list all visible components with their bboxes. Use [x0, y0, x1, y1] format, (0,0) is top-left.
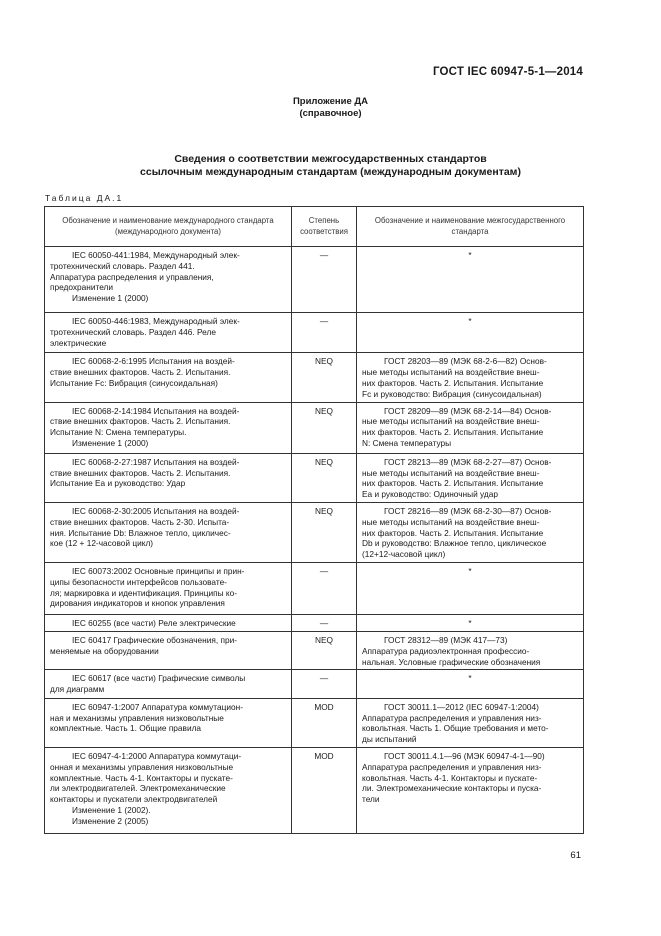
- cell-line: (12+12-часовой цикл): [362, 549, 446, 560]
- cell-line: Испытание N: Смена температуры.: [50, 427, 187, 438]
- page-title-line-1: Сведения о соответствии межгосударственных стандартов: [174, 153, 487, 165]
- cell-line: для диаграмм: [50, 684, 105, 695]
- international-standard-cell: [45, 748, 292, 834]
- degree-cell: NEQ: [292, 353, 357, 402]
- cell-line: Испытание Ea и руководство: Удар: [50, 478, 186, 489]
- cell-line: IEC 60947-4-1:2000 Аппаратура коммутаци-: [72, 751, 242, 762]
- interstate-standard-cell: [357, 312, 584, 352]
- page-title: [0, 153, 661, 179]
- degree-cell: —: [292, 670, 357, 699]
- international-standard-cell: [45, 453, 292, 502]
- cell-line: ковольтная. Часть 4-1. Контакторы и пускате-: [362, 772, 538, 783]
- international-standard-cell: [45, 562, 292, 614]
- degree-cell: NEQ: [292, 502, 357, 562]
- cell-line: электрические: [50, 337, 107, 348]
- cell-line: них факторов. Часть 2. Испытания. Испытание: [362, 527, 544, 538]
- cell-line: Аппаратура распределения и управления низ-: [362, 761, 542, 772]
- header-international-standard: Обозначение и наименование международного стандарта (международного документа): [45, 207, 292, 247]
- annex-title: Приложение ДА: [292, 96, 369, 107]
- cell-line: IEC 60947-1:2007 Аппаратура коммутацион-: [72, 701, 243, 712]
- standard-code: ГОСТ IEC 60947-5-1—2014: [432, 66, 583, 78]
- cell-line: Аппаратура распределения и управления низ-: [362, 712, 542, 723]
- cell-line: Испытание Fc: Вибрация (синусоидальная): [50, 377, 218, 388]
- cell-line: контакторы и пускатели электродвигателей: [50, 794, 218, 805]
- cell-line: Изменение 1 (2002).: [72, 805, 151, 816]
- degree-cell: —: [292, 247, 357, 313]
- header-degree-of-correspondence: Степень соответствия: [292, 207, 357, 247]
- cell-line: предохранители: [50, 282, 114, 293]
- cell-line: IEC 60255 (все части) Реле электрические: [72, 618, 236, 629]
- cell-line: ГОСТ 28203—89 (МЭК 68-2-6—82) Основ-: [384, 356, 547, 367]
- cell-line: IEC 60068-2-14:1984 Испытания на воздей-: [72, 405, 240, 416]
- cell-line: *: [468, 618, 472, 629]
- table-row: [45, 502, 584, 562]
- cell-line: Fc и руководство: Вибрация (синусоидальная): [362, 388, 542, 399]
- degree-cell: NEQ: [292, 453, 357, 502]
- cell-line: онная и механизмы управления низковольтные: [50, 761, 234, 772]
- cell-line: тели: [362, 794, 380, 805]
- cell-line: *: [468, 673, 472, 684]
- cell-line: ды испытаний: [362, 734, 417, 745]
- cell-line: IEC 60068-2-27:1987 Испытания на воздей-: [72, 456, 240, 467]
- degree-cell: MOD: [292, 698, 357, 747]
- table-row: [45, 631, 584, 669]
- table-row: [45, 698, 584, 747]
- table-row: [45, 748, 584, 834]
- cell-line: IEC 60073:2002 Основные принципы и прин-: [72, 565, 245, 576]
- table-row: [45, 453, 584, 502]
- cell-line: *: [468, 250, 472, 260]
- table-header-row: [45, 207, 584, 247]
- cell-line: ковольтная. Часть 1. Общие требования и мето-: [362, 723, 549, 734]
- cell-line: дирования индикаторов и кнопок управления: [50, 598, 225, 609]
- cell-line: *: [468, 565, 472, 576]
- cell-line: тротехнический словарь. Раздел 441.: [50, 260, 195, 271]
- cell-line: ГОСТ 30011.4.1—96 (МЭК 60947-4-1—90): [384, 751, 545, 762]
- cell-line: ГОСТ 28216—89 (МЭК 68-2-30—87) Основ-: [384, 505, 552, 516]
- annex-subtitle: (справочное): [299, 108, 362, 119]
- cell-line: IEC 60617 (все части) Графические символы: [72, 673, 246, 684]
- cell-line: IEC 60068-2-30:2005 Испытания на воздей-: [72, 505, 240, 516]
- cell-line: ля; маркировка и идентификация. Принципы ко-: [50, 587, 237, 598]
- cell-line: IEC 60050-441:1984, Международный элек-: [72, 250, 240, 260]
- cell-line: ствие внешних факторов. Часть 2. Испытания.: [50, 467, 231, 478]
- interstate-standard-cell: [357, 562, 584, 614]
- cell-line: них факторов. Часть 2. Испытания. Испытание: [362, 377, 544, 388]
- interstate-standard-cell: [357, 631, 584, 669]
- cell-line: ципы безопасности интерфейсов пользовате-: [50, 576, 227, 587]
- cell-line: ные методы испытаний на воздействие внеш-: [362, 467, 540, 478]
- table-caption: Таблица ДА.1: [45, 193, 124, 203]
- cell-line: ствие внешних факторов. Часть 2. Испытания.: [50, 367, 231, 378]
- cell-line: нальная. Условные графические обозначения: [362, 656, 541, 667]
- cell-line: Изменение 1 (2000): [72, 437, 149, 448]
- cell-line: них факторов. Часть 2. Испытания. Испытание: [362, 478, 544, 489]
- interstate-standard-cell: [357, 402, 584, 453]
- page-number: 61: [570, 850, 581, 861]
- cell-line: Изменение 1 (2000): [72, 293, 149, 304]
- page-title-line-2: ссылочным международным стандартам (международным документам): [140, 166, 521, 178]
- table-row: [45, 402, 584, 453]
- cell-line: Аппаратура радиоэлектронная профессио-: [362, 645, 530, 656]
- degree-cell: —: [292, 312, 357, 352]
- table-row: [45, 247, 584, 313]
- international-standard-cell: [45, 312, 292, 352]
- cell-line: ная и механизмы управления низковольтные: [50, 712, 224, 723]
- table-row: [45, 312, 584, 352]
- international-standard-cell: [45, 247, 292, 313]
- cell-line: ГОСТ 28213—89 (МЭК 68-2-27—87) Основ-: [384, 456, 552, 467]
- cell-line: ГОСТ 30011.1—2012 (IEC 60947-1:2004): [384, 701, 539, 712]
- interstate-standard-cell: [357, 353, 584, 402]
- cell-line: Ea и руководство: Одиночный удар: [362, 489, 498, 500]
- header-interstate-standard: Обозначение и наименование межгосударственного стандарта: [357, 207, 584, 247]
- table-row: [45, 562, 584, 614]
- correspondence-table: [44, 206, 584, 834]
- degree-cell: NEQ: [292, 631, 357, 669]
- international-standard-cell: [45, 615, 292, 632]
- cell-line: комплектные. Часть 1. Общие правила: [50, 723, 202, 734]
- interstate-standard-cell: [357, 502, 584, 562]
- cell-line: ГОСТ 28312—89 (МЭК 417—73): [384, 634, 508, 645]
- cell-line: тротехнический словарь. Раздел 446. Реле: [50, 326, 216, 337]
- international-standard-cell: [45, 698, 292, 747]
- cell-line: Изменение 2 (2005): [72, 815, 149, 826]
- cell-line: N: Смена температуры: [362, 437, 452, 448]
- cell-line: ГОСТ 28209—89 (МЭК 68-2-14—84) Основ-: [384, 405, 552, 416]
- degree-cell: MOD: [292, 748, 357, 834]
- cell-line: них факторов. Часть 2. Испытания. Испытание: [362, 427, 544, 438]
- cell-line: кое (12 + 12-часовой цикл): [50, 538, 154, 549]
- interstate-standard-cell: [357, 247, 584, 313]
- interstate-standard-cell: [357, 453, 584, 502]
- cell-line: ные методы испытаний на воздействие внеш-: [362, 516, 540, 527]
- cell-line: IEC 60417 Графические обозначения, при-: [72, 634, 237, 645]
- cell-line: IEC 60050-446:1983, Международный элек-: [72, 315, 240, 326]
- international-standard-cell: [45, 353, 292, 402]
- cell-line: ные методы испытаний на воздействие внеш-: [362, 367, 540, 378]
- cell-line: комплектные. Часть 4-1. Контакторы и пускате-: [50, 772, 233, 783]
- cell-line: меняемые на оборудовании: [50, 645, 159, 656]
- table-row: [45, 615, 584, 632]
- annex-heading: [0, 96, 661, 120]
- cell-line: ния. Испытание Db: Влажное тепло, цикличес-: [50, 527, 231, 538]
- interstate-standard-cell: [357, 748, 584, 834]
- cell-line: ствие внешних факторов. Часть 2. Испытания.: [50, 416, 231, 427]
- international-standard-cell: [45, 402, 292, 453]
- interstate-standard-cell: [357, 615, 584, 632]
- degree-cell: NEQ: [292, 402, 357, 453]
- degree-cell: —: [292, 562, 357, 614]
- table-row: [45, 670, 584, 699]
- cell-line: IEC 60068-2-6:1995 Испытания на воздей-: [72, 356, 235, 367]
- cell-line: ли. Электромеханические контакторы и пуска-: [362, 783, 542, 794]
- interstate-standard-cell: [357, 670, 584, 699]
- international-standard-cell: [45, 502, 292, 562]
- cell-line: *: [468, 315, 472, 326]
- international-standard-cell: [45, 670, 292, 699]
- table-row: [45, 353, 584, 402]
- cell-line: ные методы испытаний на воздействие внеш-: [362, 416, 540, 427]
- cell-line: ствие внешних факторов. Часть 2-30. Испыта-: [50, 516, 230, 527]
- cell-line: ли электродвигателей. Электромеханические: [50, 783, 226, 794]
- degree-cell: —: [292, 615, 357, 632]
- interstate-standard-cell: [357, 698, 584, 747]
- cell-line: Аппаратура распределения и управления,: [50, 271, 214, 282]
- cell-line: Db и руководство: Влажное тепло, циклическое: [362, 538, 547, 549]
- international-standard-cell: [45, 631, 292, 669]
